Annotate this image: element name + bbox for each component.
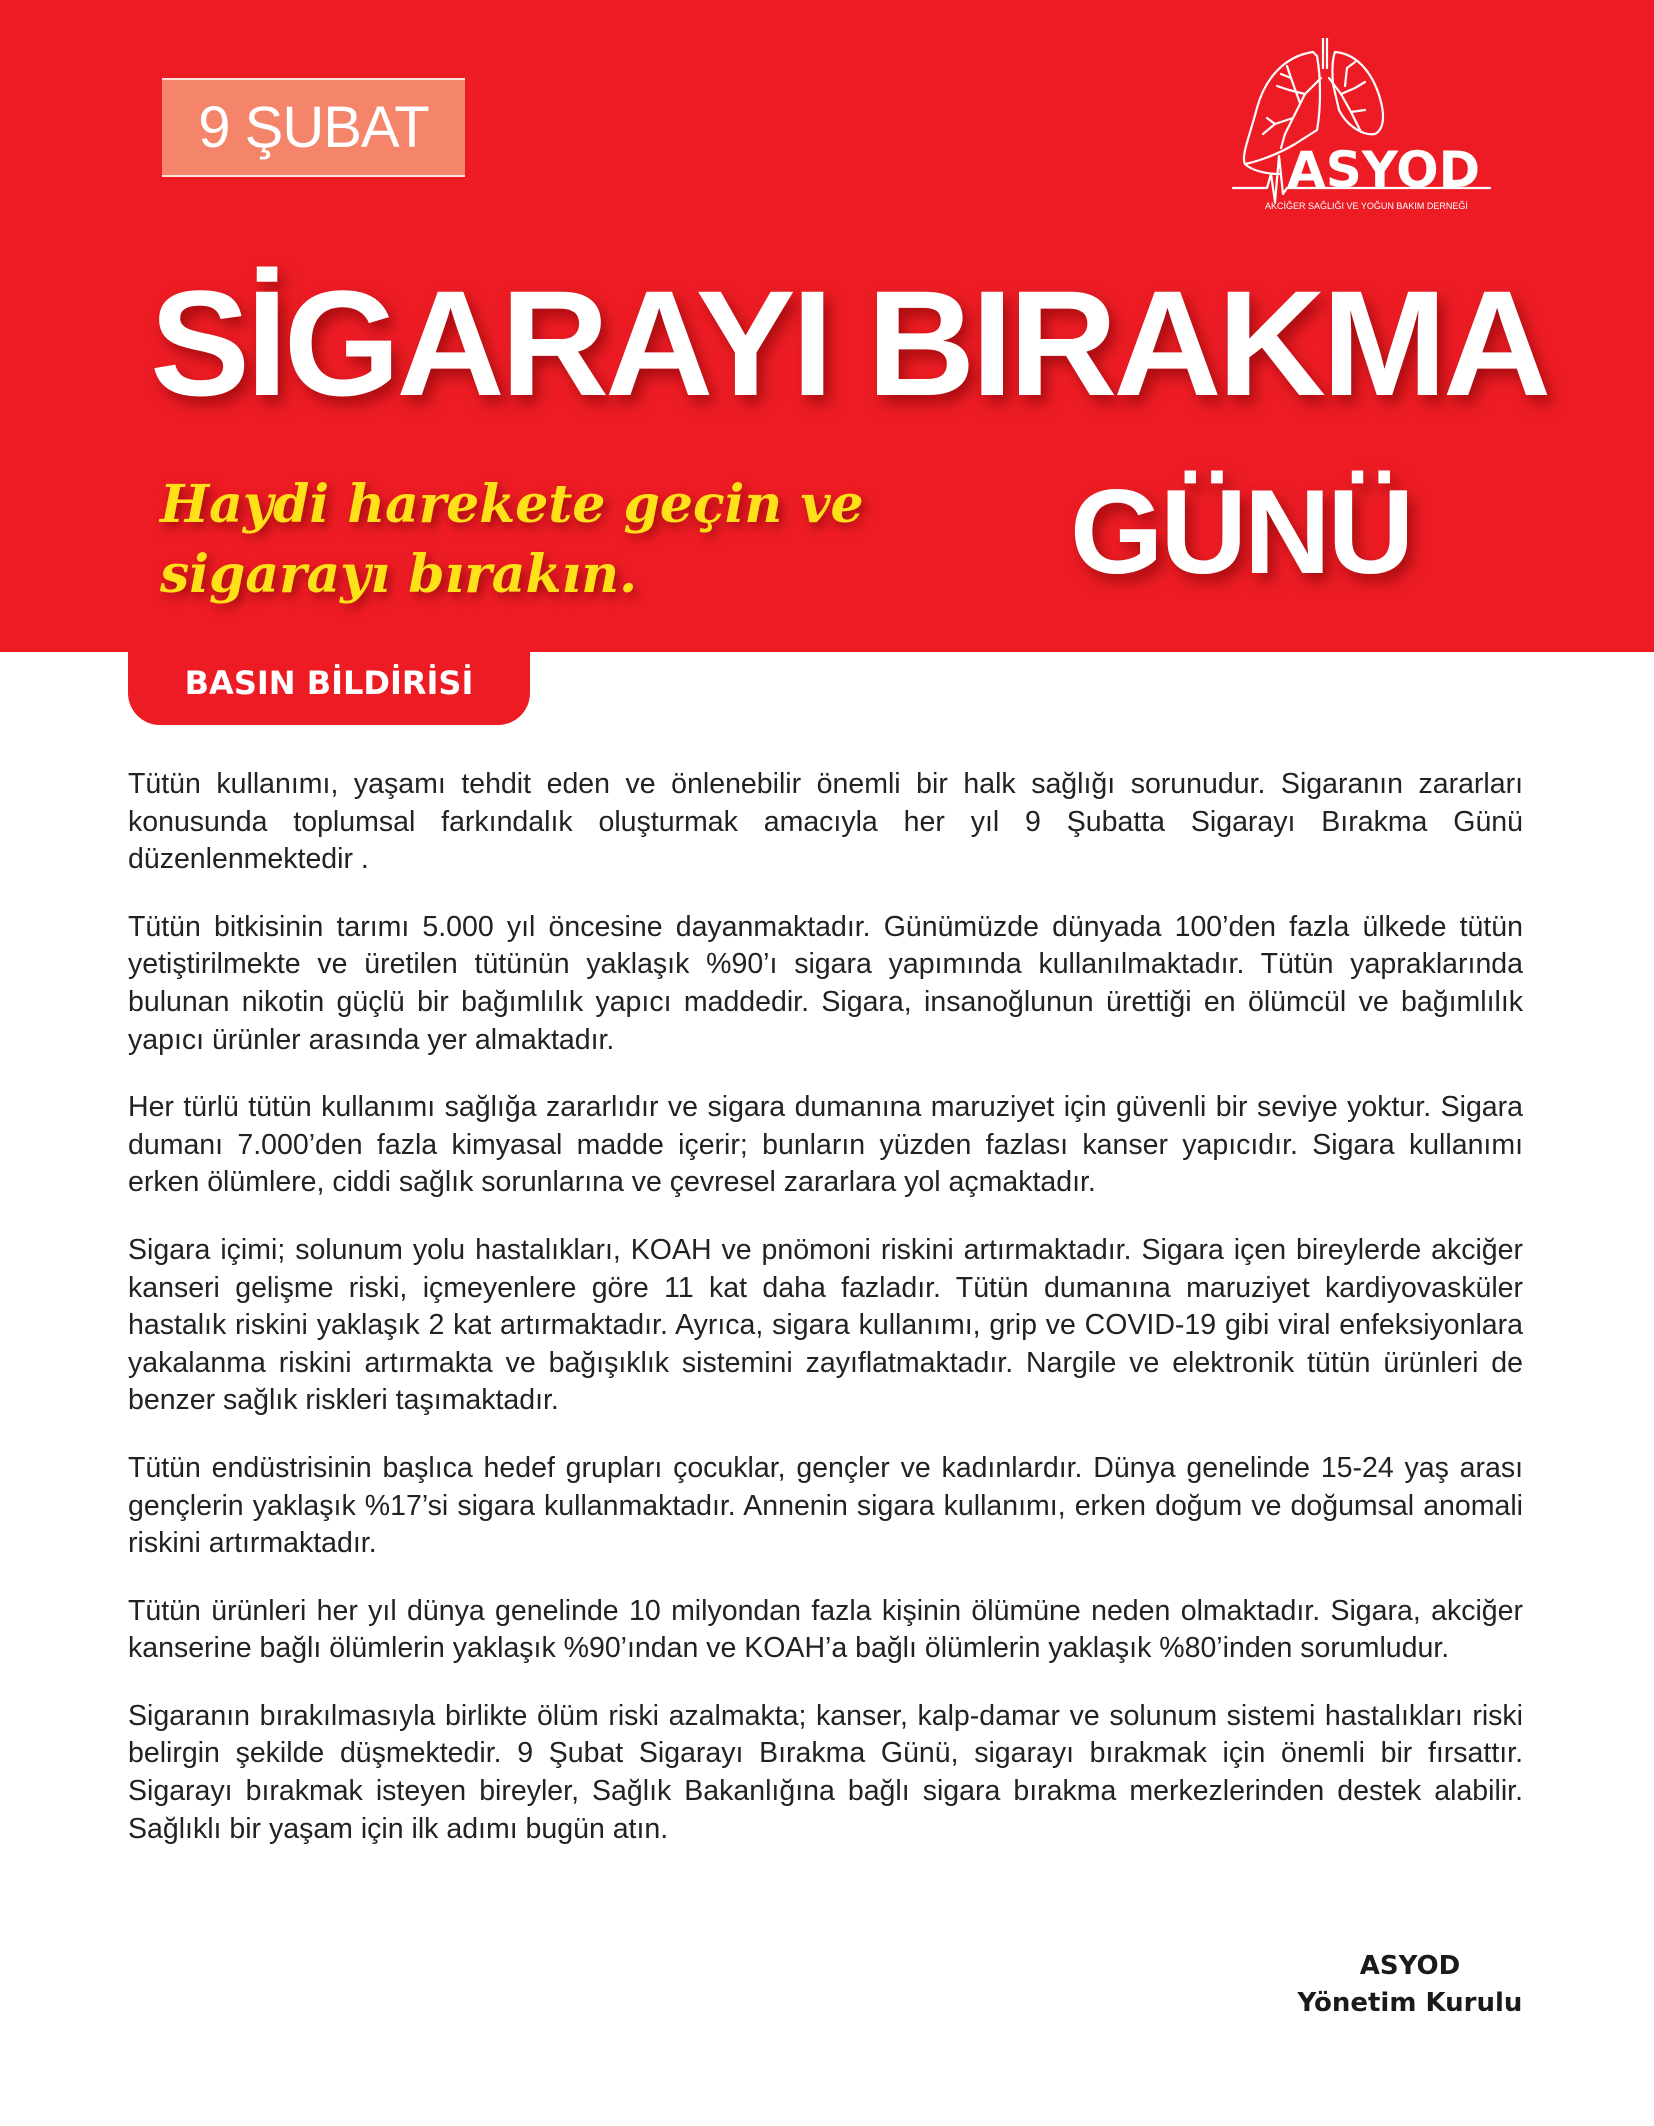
paragraph: Her türlü tütün kullanımı sağlığa zararlıdır ve sigara dumanına maruziyet için güvenli bir seviye yoktur. Sigara dumanı 7.000’den fazla kimyasal madde içerir; bunların yüzden fazlası kanser yapıcıdır. Sigara kullanımı erken ölümlere, ciddi sağlık sorunlarına ve çevresel zararlara yol açmaktadır. — [128, 1091, 1523, 1199]
page-title-line2: GÜNÜ — [1070, 465, 1412, 599]
date-badge — [162, 78, 465, 177]
header-banner — [0, 0, 1654, 652]
press-release-body — [128, 766, 1523, 1878]
signature-board: Yönetim Kurulu — [1297, 1988, 1523, 2018]
page-title-line1: SİGARAYI BIRAKMA — [150, 259, 1548, 427]
paragraph: Tütün endüstrisinin başlıca hedef grupları çocuklar, gençler ve kadınlardır. Dünya genelinde 15-24 yaş arası gençlerin yaklaşık %17’si sigara kullanmaktadır. Annenin sigara kullanımı, erken doğum ve doğumsal anomali riskini artırmaktadır. — [128, 1451, 1523, 1560]
paragraph: Sigaranın bırakılmasıyla birlikte ölüm riski azalmakta; kanser, kalp-damar ve solunum sistemi hastalıkları riski belirgin şekilde düşmektedir. 9 Şubat Sigarayı Bırakma Günü, sigarayı bırakmak için önemli bir fırsattır. Sigarayı bırakmak isteyen bireyler, Sağlık Bakanlığına bağlı sigara bırakma merkezlerinden destek alabilir. Sağlıklı bir yaşam için ilk adımı bugün atın. — [128, 1699, 1523, 1845]
signature-block — [1270, 1948, 1550, 2022]
logo-subtitle: AKCİĞER SAĞLIĞI VE YOĞUN BAKIM DERNEĞİ — [1265, 201, 1468, 211]
slogan: Haydi harekete geçin ve sigarayı bırakın. — [160, 474, 864, 605]
logo-name: ASYOD — [1287, 141, 1481, 199]
paragraph: Tütün kullanımı, yaşamı tehdit eden ve önlenebilir önemli bir halk sağlığı sorunudur. Sigaranın zararları konusunda toplumsal farkındalık oluşturmak amacıyla her yıl 9 Şubatta Sigarayı Bırakma Günü düzenlenmektedir . — [128, 768, 1523, 876]
signature-org: ASYOD — [1359, 1951, 1461, 1981]
paragraph: Sigara içimi; solunum yolu hastalıkları, KOAH ve pnömoni riskini artırmaktadır. Sigara içen bireylerde akciğer kanseri gelişme riski, içmeyenlere göre 11 kat daha fazladır. Tütün dumanına maruziyet kardiyovasküler hastalık riskini yaklaşık 2 kat artırmaktadır. Ayrıca, sigara kullanımı, grip ve COVID-19 gibi viral enfeksiyonlara yakalanma riskini artırmakta ve bağışıklık sistemini zayıflatmaktadır. Nargile ve elektronik tütün ürünleri de benzer sağlık riskleri taşımaktadır. — [128, 1233, 1523, 1417]
paragraph: Tütün ürünleri her yıl dünya genelinde 10 milyondan fazla kişinin ölümüne neden olmaktadır. Sigara, akciğer kanserine bağlı ölümlerin yaklaşık %90’ından ve KOAH’a bağlı ölümlerin yaklaşık %80’inden sorumludur. — [128, 1594, 1523, 1665]
asyod-logo — [1205, 38, 1495, 218]
press-release-badge: BASIN BİLDİRİSİ — [128, 652, 530, 725]
date-label: 9 ŞUBAT — [198, 95, 429, 160]
paragraph: Tütün bitkisinin tarımı 5.000 yıl öncesine dayanmaktadır. Günümüzde dünyada 100’den fazla ülkede tütün yetiştirilmekte ve üretilen tütünün yaklaşık %90’ı sigara yapımında kullanılmaktadır. Tütün yapraklarında bulunan nikotin güçlü bir bağımlılık yapıcı maddedir. Sigara, insanoğlunun ürettiği en ölümcül ve bağımlılık yapıcı ürünler arasında yer almaktadır. — [128, 910, 1523, 1056]
